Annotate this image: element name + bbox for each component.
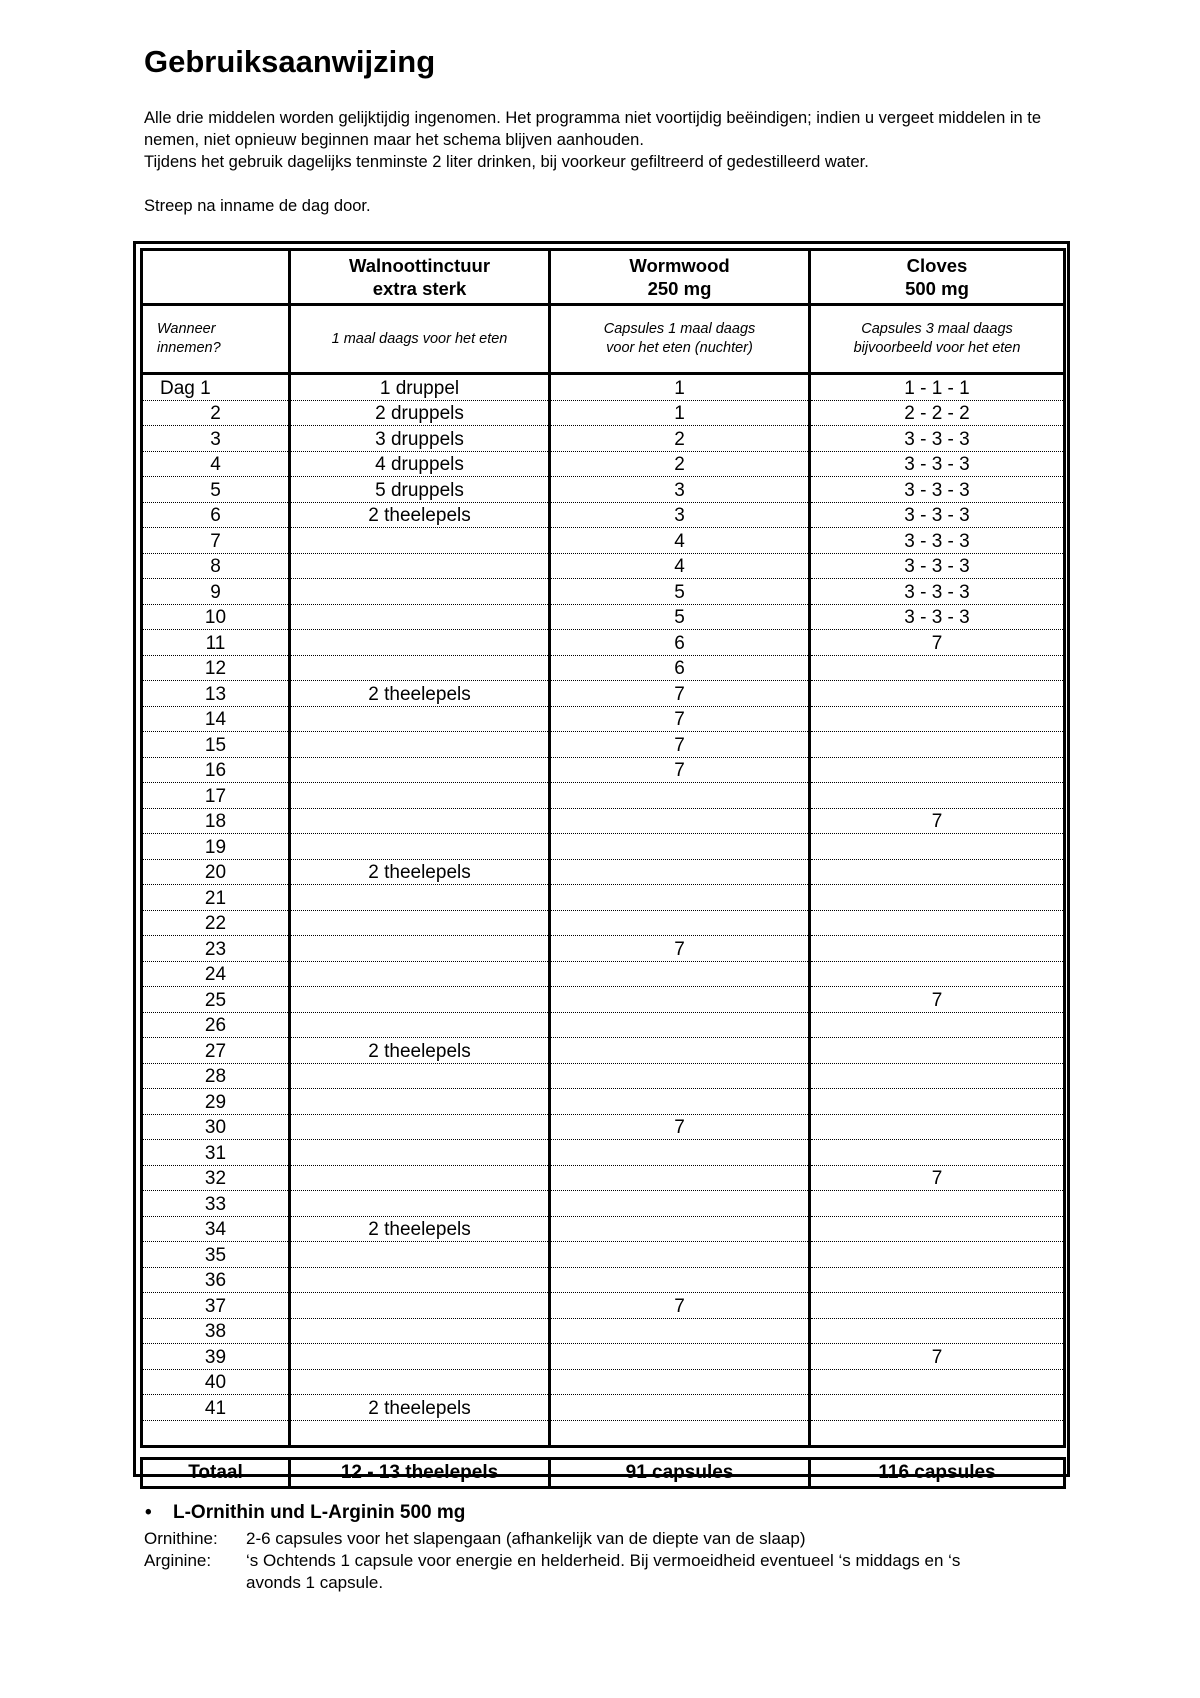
- header-cell-empty: [142, 250, 290, 305]
- table-row: [142, 910, 1065, 936]
- table-row: [142, 579, 1065, 605]
- day-cell: 41: [142, 1395, 290, 1421]
- totals-cloves: 116 capsules: [810, 1459, 1065, 1488]
- intro-paragraph-3: Streep na inname de dag door.: [144, 197, 371, 215]
- day-cell: 19: [142, 834, 290, 860]
- table-row: [142, 553, 1065, 579]
- supplement-item-arginine: [144, 1550, 1084, 1594]
- wormwood-cell: 7: [550, 1293, 810, 1319]
- cloves-cell: 3 - 3 - 3: [810, 553, 1065, 579]
- day-cell: Dag 1: [142, 374, 290, 401]
- wormwood-cell: [550, 1344, 810, 1370]
- walnut-cell: [290, 1114, 550, 1140]
- walnut-cell: 2 theelepels: [290, 502, 550, 528]
- wormwood-cell: 7: [550, 706, 810, 732]
- walnut-cell: 2 theelepels: [290, 1216, 550, 1242]
- table-row: [142, 1140, 1065, 1166]
- day-cell: 29: [142, 1089, 290, 1115]
- walnut-cell: [290, 1191, 550, 1217]
- day-cell: 12: [142, 655, 290, 681]
- schedule-table: [140, 248, 1066, 1489]
- walnut-cell: 1 druppel: [290, 374, 550, 401]
- table-row: [142, 1089, 1065, 1115]
- cloves-cell: [810, 1395, 1065, 1421]
- table-row: [142, 1114, 1065, 1140]
- cloves-cell: [810, 1063, 1065, 1089]
- subheader-when: [142, 305, 290, 374]
- day-cell: 7: [142, 528, 290, 554]
- cloves-cell: 1 - 1 - 1: [810, 374, 1065, 401]
- table-row: [142, 987, 1065, 1013]
- day-cell: 21: [142, 885, 290, 911]
- totals-label: Totaal: [142, 1459, 290, 1488]
- walnut-cell: [290, 604, 550, 630]
- wormwood-cell: 4: [550, 528, 810, 554]
- wormwood-cell: 1: [550, 400, 810, 426]
- table-row: [142, 1267, 1065, 1293]
- cloves-cell: [810, 1318, 1065, 1344]
- wormwood-cell: [550, 987, 810, 1013]
- intro-paragraph-1: Alle drie middelen worden gelijktijdig ingenomen. Het programma niet voortijdig beëindigen; indien u vergeet middelen in te nemen, niet opnieuw beginnen maar het schema blijven aanhouden.: [144, 109, 1042, 149]
- day-cell: 3: [142, 426, 290, 452]
- cloves-cell: 2 - 2 - 2: [810, 400, 1065, 426]
- cloves-cell: 3 - 3 - 3: [810, 579, 1065, 605]
- day-cell: 2: [142, 400, 290, 426]
- walnut-cell: [290, 1420, 550, 1447]
- day-cell: 6: [142, 502, 290, 528]
- subheader-wormwood-label: Capsules 1 maal daags voor het eten (nuchter): [603, 321, 756, 356]
- cloves-cell: [810, 757, 1065, 783]
- table-row: [142, 1293, 1065, 1319]
- subheader-cloves: [810, 305, 1065, 374]
- table-row: [142, 1191, 1065, 1217]
- table-row: [142, 808, 1065, 834]
- cloves-cell: [810, 1140, 1065, 1166]
- walnut-cell: [290, 553, 550, 579]
- cloves-cell: [810, 732, 1065, 758]
- walnut-cell: [290, 910, 550, 936]
- table-row: [142, 1318, 1065, 1344]
- table-row: [142, 1038, 1065, 1064]
- wormwood-cell: [550, 885, 810, 911]
- day-cell: 5: [142, 477, 290, 503]
- wormwood-cell: [550, 1165, 810, 1191]
- cloves-cell: [810, 1038, 1065, 1064]
- header-wormwood-label: Wormwood 250 mg: [629, 255, 730, 299]
- table-row: [142, 859, 1065, 885]
- bullet-icon: •: [145, 1502, 152, 1523]
- subheader-cloves-label: Capsules 3 maal daags bijvoorbeeld voor het eten: [853, 321, 1021, 356]
- cloves-cell: [810, 1420, 1065, 1447]
- cloves-cell: [810, 859, 1065, 885]
- wormwood-cell: [550, 1318, 810, 1344]
- walnut-cell: [290, 808, 550, 834]
- day-cell: 17: [142, 783, 290, 809]
- wormwood-cell: [550, 834, 810, 860]
- day-cell: 8: [142, 553, 290, 579]
- table-row: [142, 655, 1065, 681]
- wormwood-cell: 4: [550, 553, 810, 579]
- walnut-cell: [290, 1267, 550, 1293]
- table-row: [142, 681, 1065, 707]
- cloves-cell: [810, 910, 1065, 936]
- cloves-cell: [810, 1242, 1065, 1268]
- totals-walnut: 12 - 13 theelepels: [290, 1459, 550, 1488]
- cloves-cell: [810, 1089, 1065, 1115]
- table-row: [142, 502, 1065, 528]
- day-cell: 35: [142, 1242, 290, 1268]
- walnut-cell: [290, 1242, 550, 1268]
- wormwood-cell: 7: [550, 681, 810, 707]
- cloves-cell: 7: [810, 1165, 1065, 1191]
- walnut-cell: [290, 757, 550, 783]
- wormwood-cell: [550, 1420, 810, 1447]
- day-cell: 36: [142, 1267, 290, 1293]
- cloves-cell: [810, 1267, 1065, 1293]
- cloves-cell: [810, 1114, 1065, 1140]
- walnut-cell: [290, 987, 550, 1013]
- table-row: [142, 936, 1065, 962]
- wormwood-cell: 1: [550, 374, 810, 401]
- table-row: [142, 630, 1065, 656]
- walnut-cell: [290, 1012, 550, 1038]
- wormwood-cell: [550, 808, 810, 834]
- totals-wormwood: 91 capsules: [550, 1459, 810, 1488]
- subheader-walnut: [290, 305, 550, 374]
- table-row: [142, 834, 1065, 860]
- table-row: [142, 961, 1065, 987]
- table-spacer: [142, 1447, 1065, 1459]
- wormwood-cell: 5: [550, 579, 810, 605]
- wormwood-cell: 6: [550, 630, 810, 656]
- cloves-cell: [810, 783, 1065, 809]
- header-cell-walnut: [290, 250, 550, 305]
- walnut-cell: [290, 579, 550, 605]
- cloves-cell: [810, 936, 1065, 962]
- wormwood-cell: [550, 1089, 810, 1115]
- walnut-cell: 2 theelepels: [290, 859, 550, 885]
- supplement-term: Ornithine:: [144, 1529, 218, 1548]
- wormwood-cell: 5: [550, 604, 810, 630]
- walnut-cell: [290, 1318, 550, 1344]
- day-cell: 18: [142, 808, 290, 834]
- walnut-cell: [290, 961, 550, 987]
- wormwood-cell: 6: [550, 655, 810, 681]
- wormwood-cell: [550, 1140, 810, 1166]
- table-row: [142, 451, 1065, 477]
- day-cell: 9: [142, 579, 290, 605]
- cloves-cell: [810, 961, 1065, 987]
- cloves-cell: [810, 1216, 1065, 1242]
- cloves-cell: [810, 655, 1065, 681]
- supplement-heading: [144, 1502, 1084, 1528]
- day-cell: 4: [142, 451, 290, 477]
- cloves-cell: [810, 1293, 1065, 1319]
- cloves-cell: 7: [810, 808, 1065, 834]
- wormwood-cell: [550, 910, 810, 936]
- walnut-cell: [290, 1293, 550, 1319]
- day-cell: 13: [142, 681, 290, 707]
- day-cell: 16: [142, 757, 290, 783]
- wormwood-cell: 7: [550, 1114, 810, 1140]
- wormwood-cell: 3: [550, 477, 810, 503]
- walnut-cell: 5 druppels: [290, 477, 550, 503]
- supplement-section: [144, 1502, 1084, 1594]
- subheader-wormwood: [550, 305, 810, 374]
- page-title: Gebruiksaanwijzing: [144, 44, 436, 79]
- wormwood-cell: [550, 1267, 810, 1293]
- supplement-description: ‘s Ochtends 1 capsule voor energie en helderheid. Bij vermoeidheid eventueel ‘s middags en ‘s avonds 1 capsule.: [246, 1551, 961, 1592]
- table-row: [142, 604, 1065, 630]
- table-row: [142, 1165, 1065, 1191]
- day-cell: 25: [142, 987, 290, 1013]
- schedule-rows: [142, 374, 1065, 1447]
- header-walnut-label: Walnoottinctuur extra sterk: [348, 255, 491, 299]
- table-row: [142, 1012, 1065, 1038]
- walnut-cell: 3 druppels: [290, 426, 550, 452]
- walnut-cell: [290, 1165, 550, 1191]
- wormwood-cell: [550, 961, 810, 987]
- intro-text: [144, 107, 1064, 217]
- table-row: [142, 1395, 1065, 1421]
- cloves-cell: 3 - 3 - 3: [810, 451, 1065, 477]
- cloves-cell: [810, 1012, 1065, 1038]
- wormwood-cell: [550, 1216, 810, 1242]
- walnut-cell: 4 druppels: [290, 451, 550, 477]
- walnut-cell: [290, 1344, 550, 1370]
- table-row: [142, 400, 1065, 426]
- table-row: [142, 1216, 1065, 1242]
- day-cell: 28: [142, 1063, 290, 1089]
- day-cell: 10: [142, 604, 290, 630]
- table-row: [142, 783, 1065, 809]
- wormwood-cell: [550, 1038, 810, 1064]
- totals-row: [142, 1459, 1065, 1488]
- day-cell: 24: [142, 961, 290, 987]
- table-row: [142, 528, 1065, 554]
- day-cell: 27: [142, 1038, 290, 1064]
- cloves-cell: 7: [810, 987, 1065, 1013]
- cloves-cell: [810, 681, 1065, 707]
- wormwood-cell: [550, 1012, 810, 1038]
- day-cell: 23: [142, 936, 290, 962]
- supplement-term: Arginine:: [144, 1551, 212, 1570]
- wormwood-cell: 7: [550, 732, 810, 758]
- day-cell: 37: [142, 1293, 290, 1319]
- day-cell: 15: [142, 732, 290, 758]
- wormwood-cell: 7: [550, 936, 810, 962]
- cloves-cell: 3 - 3 - 3: [810, 528, 1065, 554]
- table-row: [142, 426, 1065, 452]
- cloves-cell: 3 - 3 - 3: [810, 502, 1065, 528]
- day-cell: 22: [142, 910, 290, 936]
- walnut-cell: 2 druppels: [290, 400, 550, 426]
- day-cell: [142, 1420, 290, 1447]
- day-cell: 14: [142, 706, 290, 732]
- header-cell-wormwood: [550, 250, 810, 305]
- walnut-cell: [290, 1140, 550, 1166]
- wormwood-cell: [550, 1369, 810, 1395]
- day-cell: 20: [142, 859, 290, 885]
- cloves-cell: [810, 1191, 1065, 1217]
- table-row: [142, 885, 1065, 911]
- walnut-cell: 2 theelepels: [290, 1038, 550, 1064]
- walnut-cell: [290, 655, 550, 681]
- wormwood-cell: 3: [550, 502, 810, 528]
- day-cell: 40: [142, 1369, 290, 1395]
- day-cell: 39: [142, 1344, 290, 1370]
- cloves-cell: [810, 885, 1065, 911]
- table-row: [142, 1063, 1065, 1089]
- wormwood-cell: [550, 1191, 810, 1217]
- walnut-cell: [290, 834, 550, 860]
- cloves-cell: 3 - 3 - 3: [810, 426, 1065, 452]
- table-row: [142, 706, 1065, 732]
- table-row: [142, 1420, 1065, 1447]
- walnut-cell: [290, 1063, 550, 1089]
- walnut-cell: 2 theelepels: [290, 1395, 550, 1421]
- table-row: [142, 1242, 1065, 1268]
- table-row: [142, 1369, 1065, 1395]
- wormwood-cell: 2: [550, 451, 810, 477]
- walnut-cell: [290, 706, 550, 732]
- intro-paragraph-2: Tijdens het gebruik dagelijks tenminste 2 liter drinken, bij voorkeur gefiltreerd of gedestilleerd water.: [144, 153, 869, 171]
- day-cell: 33: [142, 1191, 290, 1217]
- supplement-description: 2-6 capsules voor het slapengaan (afhankelijk van de diepte van de slaap): [246, 1529, 806, 1548]
- day-cell: 31: [142, 1140, 290, 1166]
- cloves-cell: 7: [810, 1344, 1065, 1370]
- header-cloves-label: Cloves 500 mg: [905, 255, 969, 299]
- cloves-cell: [810, 834, 1065, 860]
- day-cell: 26: [142, 1012, 290, 1038]
- wormwood-cell: [550, 1063, 810, 1089]
- table-row: [142, 1344, 1065, 1370]
- walnut-cell: [290, 783, 550, 809]
- header-cell-cloves: [810, 250, 1065, 305]
- wormwood-cell: [550, 783, 810, 809]
- subheader-when-label: Wanneer innemen?: [157, 321, 221, 356]
- walnut-cell: 2 theelepels: [290, 681, 550, 707]
- cloves-cell: [810, 1369, 1065, 1395]
- wormwood-cell: 7: [550, 757, 810, 783]
- walnut-cell: [290, 885, 550, 911]
- wormwood-cell: [550, 859, 810, 885]
- walnut-cell: [290, 528, 550, 554]
- table-row: [142, 374, 1065, 401]
- supplement-title: L-Ornithin und L-Arginin 500 mg: [173, 1502, 466, 1523]
- table-row: [142, 732, 1065, 758]
- wormwood-cell: 2: [550, 426, 810, 452]
- wormwood-cell: [550, 1242, 810, 1268]
- cloves-cell: [810, 706, 1065, 732]
- supplement-item-ornithine: [144, 1528, 1084, 1550]
- table-row: [142, 477, 1065, 503]
- walnut-cell: [290, 732, 550, 758]
- walnut-cell: [290, 630, 550, 656]
- schedule-table-frame: [133, 241, 1070, 1483]
- cloves-cell: 3 - 3 - 3: [810, 604, 1065, 630]
- header-row: [142, 250, 1065, 305]
- cloves-cell: 7: [810, 630, 1065, 656]
- wormwood-cell: [550, 1395, 810, 1421]
- day-cell: 34: [142, 1216, 290, 1242]
- walnut-cell: [290, 936, 550, 962]
- subheader-walnut-label: 1 maal daags voor het eten: [331, 330, 508, 347]
- day-cell: 11: [142, 630, 290, 656]
- walnut-cell: [290, 1089, 550, 1115]
- cloves-cell: 3 - 3 - 3: [810, 477, 1065, 503]
- walnut-cell: [290, 1369, 550, 1395]
- day-cell: 30: [142, 1114, 290, 1140]
- table-row: [142, 757, 1065, 783]
- day-cell: 32: [142, 1165, 290, 1191]
- day-cell: 38: [142, 1318, 290, 1344]
- subheader-row: [142, 305, 1065, 374]
